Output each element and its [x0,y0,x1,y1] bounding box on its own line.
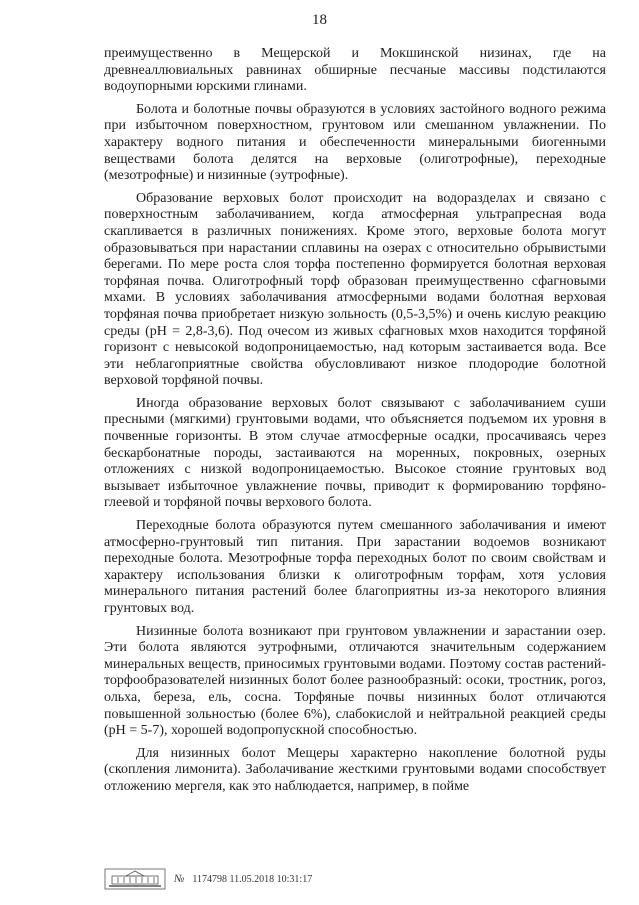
page-number: 18 [312,12,327,28]
building-logo-icon [104,868,166,890]
document-footer [104,868,312,890]
paragraph: Болота и болотные почвы образуются в условиях застойного водного режима при избыточном поверхностном, грунтовом или смешанном увлажнении. По характеру водного питания и обеспеченности минеральными биогенными веществами болота делятся на верховые (олиготрофные), переходные (мезотрофные) и низинные (эутрофные). [104,101,606,184]
registration-stamp: 1174798 11.05.2018 10:31:17 [192,873,313,885]
paragraph: Переходные болота образуются путем смешанного заболачивания и имеют атмосферно-грунтовый тип питания. При зарастании водоемов возникают переходные болота. Мезотрофные торфа переходных болот по своим свойствам и характеру использования близки к олиготрофным торфам, хотя условия минерального питания растений более благоприятны из-за некоторого влияния грунтовых вод. [104,518,606,616]
paragraph: преимущественно в Мещерской и Мокшинской низинах, где на древнеаллювиальных равнинах обширные песчаные массивы подстилаются водоупорными юрскими глинами. [104,46,606,95]
paragraph: Для низинных болот Мещеры характерно накопление болотной руды (скопления лимонита). Заболачивание жесткими грунтовыми водами способствует отложению мергеля, как это наблюдается, например, в пойме [104,745,606,794]
paragraph: Иногда образование верховых болот связывают с заболачиванием суши пресными (мягкими) грунтовыми водами, что объясняется подъемом их уровня в почвенные горизонты. В этом случае атмосферные осадки, просачиваясь через бескарбонатные породы, застаиваются на моренных, покровных, озерных отложениях с низкой водопроницаемостью. Высокое стояние грунтовых вод вызывает избыточное увлажнение почвы, приводит к формированию торфяно-глеевой и торфяной почвы верхового болота. [104,395,606,511]
paragraph: Низинные болота возникают при грунтовом увлажнении и зарастании озер. Эти болота являются эутрофными, отличаются значительным содержанием минеральных веществ, приносимых грунтовыми водами. Поэтому состав растений-торфообразователей низинных болот более разнообразный: осоки, тростник, рогоз, ольха, береза, ель, сосна. Торфяные почвы низинных болот отличаются повышенной зольностью (более 6%), слабокислой и нейтральной реакцией среды (pH = 5-7), хорошей водопропускной способностью. [104,623,606,739]
registration-sign: № [174,873,185,885]
paragraph: Образование верховых болот происходит на водоразделах и связано с поверхностным заболачиванием, когда атмосферная ультрапресная вода скапливается в различных понижениях. Кроме этого, верховые болота могут образовываться при нарастании сплавины на озерах с относительно обрывистыми берегами. По мере роста слоя торфа постепенно формируется болотная верховая торфяная почва. Олиготрофный торф образован преимущественно сфагновыми мхами. В условиях заболачивания атмосферными водами болотная верховая торфяная почва приобретает низкую зольность (0,5-3,5%) и очень кислую реакцию среды (pH = 2,8-3,6). Под очесом из живых сфагновых мхов находится торфяной горизонт с невысокой водопроницаемостью, над которым застаивается вода. Все эти неблагоприятные свойства обусловливают низкое плодородие болотной верховой торфяной почвы. [104,190,606,389]
document-body [104,46,606,802]
